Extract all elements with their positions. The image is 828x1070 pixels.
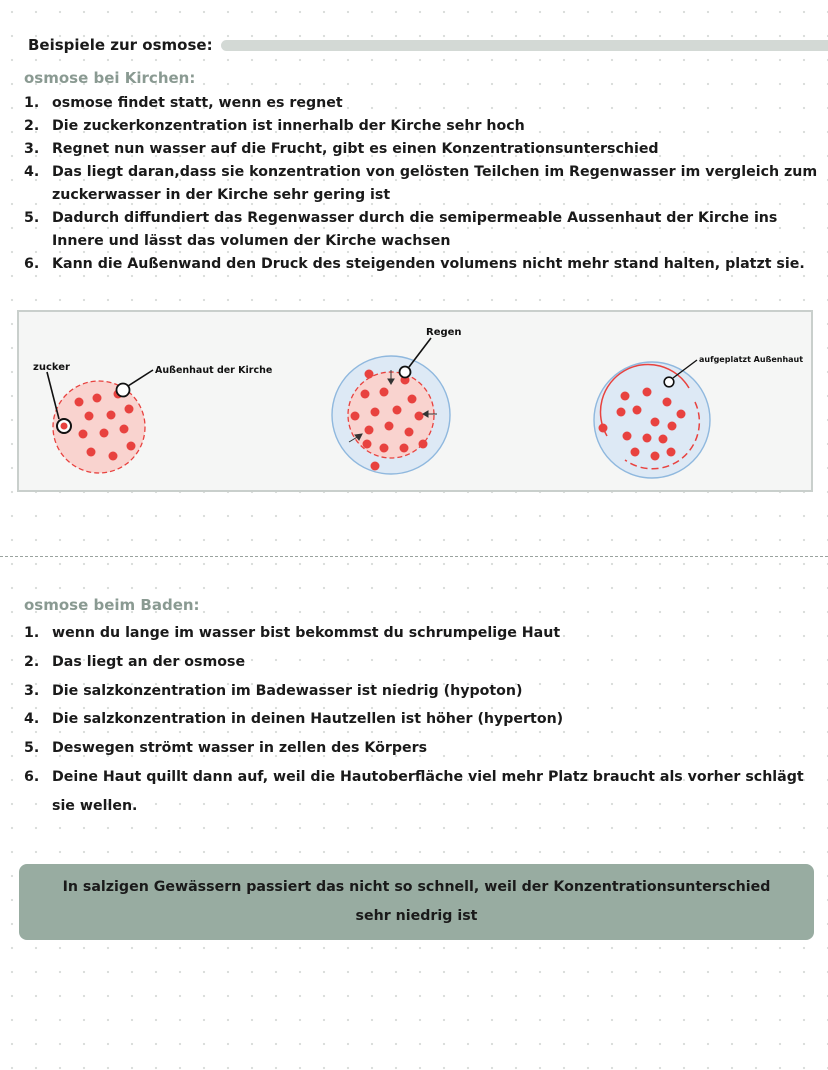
cell-burst xyxy=(594,355,803,478)
list-item: 1. wenn du lange im wasser bist bekommst du schrumpelige Haut xyxy=(24,625,561,641)
list-item: 6. Kann die Außenwand den Druck des steigenden volumens nicht mehr stand halten, platzt sie. xyxy=(24,256,805,272)
rain-marker-circle xyxy=(400,367,411,378)
list-item: 1. osmose findet statt, wenn es regnet xyxy=(24,95,343,111)
summary-note-box xyxy=(19,864,814,940)
list-item: 5. Deswegen strömt wasser in zellen des Körpers xyxy=(24,740,428,757)
leader-line-aussenhaut xyxy=(128,370,153,386)
skin-marker-circle xyxy=(117,384,130,397)
title-row xyxy=(28,34,828,56)
burst-marker-circle xyxy=(664,377,674,387)
label-zucker: zucker xyxy=(33,362,70,373)
list-item: 5. Dadurch diffundiert das Regenwasser durch die semipermeable Aussenhaut der Kirche ins Innere und lässt das volumen der Kirche wachsen xyxy=(24,210,778,249)
list-item: 3. Die salzkonzentration im Badewasser ist niedrig (hypoton) xyxy=(24,682,523,699)
list-item: 4. Die salzkonzentration in deinen Hautzellen ist höher (hyperton) xyxy=(24,711,564,728)
summary-note-text: In salzigen Gewässern passiert das nicht so schnell, weil der Konzentrationsunterschied sehr niedrig ist xyxy=(62,879,771,924)
kirchen-list xyxy=(24,92,819,276)
title-underline-bar xyxy=(221,40,828,51)
baden-list xyxy=(24,619,819,821)
section-heading-kirchen: osmose bei Kirchen: xyxy=(24,69,196,87)
list-item: 3. Regnet nun wasser auf die Frucht, gibt es einen Konzentrationsunterschied xyxy=(24,141,659,157)
section-heading-baden: osmose beim Baden: xyxy=(24,596,200,614)
list-item: 2. Die zuckerkonzentration ist innerhalb der Kirche sehr hoch xyxy=(24,118,525,134)
list-item: 2. Das liegt an der osmose xyxy=(24,653,246,670)
section-divider xyxy=(0,556,828,557)
leader-line-zucker xyxy=(47,372,59,419)
label-regen: Regen xyxy=(426,327,462,338)
leader-line-regen xyxy=(409,338,431,367)
cell-intact xyxy=(33,362,272,473)
list-item: 4. Das liegt daran,dass sie konzentration von gelösten Teilchen im Regenwasser im vergleich zum zuckerwasser in der Kirche sehr gering ist xyxy=(24,164,818,203)
label-aussenhaut: Außenhaut der Kirche xyxy=(155,365,273,376)
osmosis-diagram xyxy=(17,310,813,492)
list-item: 6. Deine Haut quillt dann auf, weil die Hautoberfläche viel mehr Platz braucht als vorher schlägt sie wellen. xyxy=(24,768,804,814)
osmosis-diagram-svg xyxy=(19,312,811,490)
page-title: Beispiele zur osmose: xyxy=(28,36,213,54)
cell-rain xyxy=(332,327,462,474)
label-aufgeplatzt: aufgeplatzt Außenhaut xyxy=(699,355,804,364)
